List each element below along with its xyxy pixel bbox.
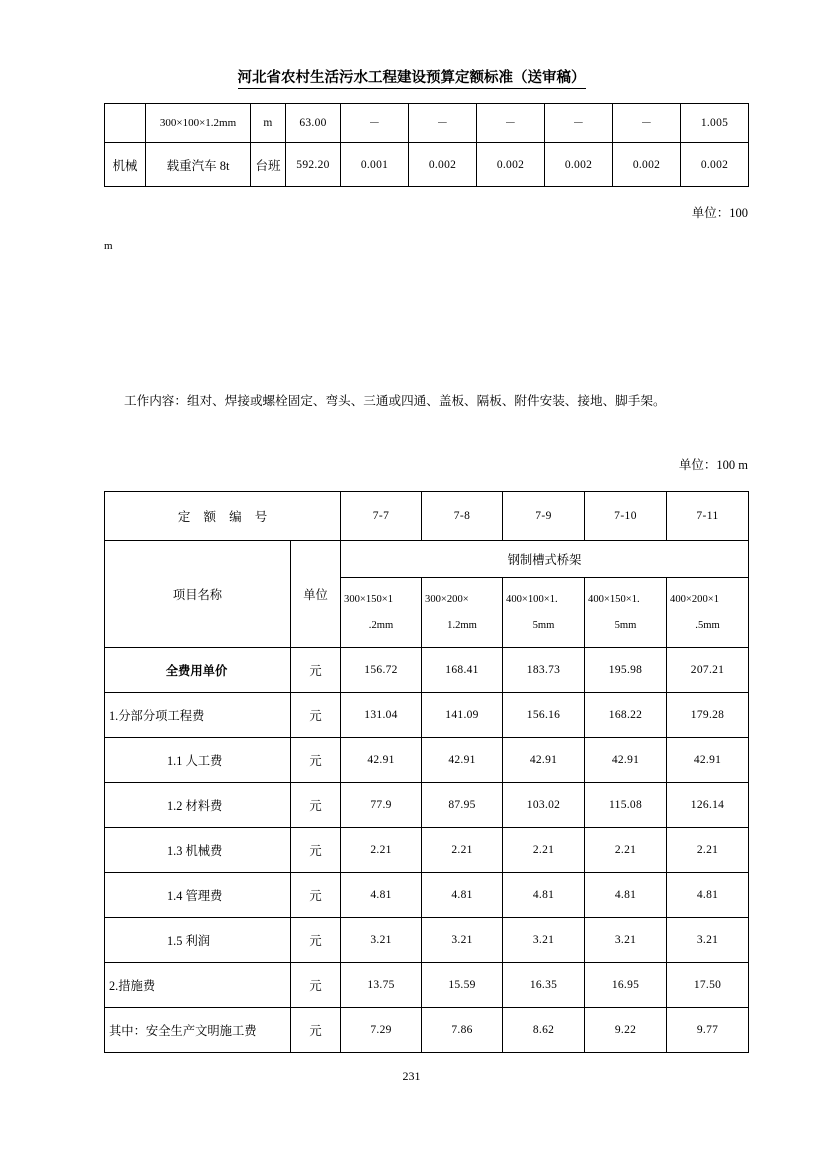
header-code: 7-8 (422, 492, 503, 541)
row-value: 7.29 (341, 1008, 422, 1053)
row-value: 2.21 (341, 828, 422, 873)
cell-value: － (341, 104, 409, 143)
row-value: 9.22 (585, 1008, 667, 1053)
row-value: 3.21 (422, 918, 503, 963)
row-value: 156.16 (503, 693, 585, 738)
row-value: 2.21 (667, 828, 749, 873)
row-unit: 元 (291, 783, 341, 828)
row-value: 17.50 (667, 963, 749, 1008)
header-spec-line1: 400×150×1. (588, 593, 640, 605)
table-header-row-codes (105, 492, 749, 541)
work-content-note: 工作内容：组对、焊接或螺栓固定、弯头、三通或四通、盖板、隔板、附件安装、接地、脚手架。 (124, 394, 666, 408)
row-unit: 元 (291, 828, 341, 873)
header-spec-line2: 5mm (532, 619, 555, 631)
row-label: 1.1 人工费 (105, 738, 291, 783)
header-spec-line2: 1.2mm (447, 619, 477, 631)
unit-note-top: 单位：100 (691, 206, 748, 220)
row-value: 7.86 (422, 1008, 503, 1053)
row-unit: 元 (291, 693, 341, 738)
cell-price: 592.20 (286, 143, 341, 187)
cell-unit: 台班 (251, 143, 286, 187)
cell-value: 0.002 (477, 143, 545, 187)
row-value: 168.22 (585, 693, 667, 738)
row-value: 4.81 (503, 873, 585, 918)
table-row (105, 783, 749, 828)
cell-value: 1.005 (681, 104, 749, 143)
page-title-text: 河北省农村生活污水工程建设预算定额标准（送审稿） (238, 66, 586, 89)
row-unit: 元 (291, 873, 341, 918)
row-value: 207.21 (667, 648, 749, 693)
row-label: 1.3 机械费 (105, 828, 291, 873)
cell-value: － (545, 104, 613, 143)
row-value: 179.28 (667, 693, 749, 738)
row-unit: 元 (291, 648, 341, 693)
row-value: 3.21 (585, 918, 667, 963)
row-value: 103.02 (503, 783, 585, 828)
header-spec (341, 578, 422, 648)
header-group-label: 钢制槽式桥架 (341, 541, 749, 578)
cell-value: 0.002 (545, 143, 613, 187)
row-value: 42.91 (667, 738, 749, 783)
table-row (105, 738, 749, 783)
table-row (105, 828, 749, 873)
row-value: 8.62 (503, 1008, 585, 1053)
row-value: 13.75 (341, 963, 422, 1008)
cell-item-name: 300×100×1.2mm (146, 104, 251, 143)
row-value: 42.91 (503, 738, 585, 783)
header-spec-line1: 300×150×1 (344, 593, 394, 605)
header-code: 7-10 (585, 492, 667, 541)
row-value: 3.21 (667, 918, 749, 963)
header-spec-line2: .5mm (695, 619, 720, 631)
continuation-table (104, 103, 749, 187)
page-number: 231 (402, 1069, 421, 1083)
quota-table (104, 491, 749, 1053)
page-title (0, 66, 823, 89)
row-value: 42.91 (422, 738, 503, 783)
row-value: 87.95 (422, 783, 503, 828)
header-code: 7-11 (667, 492, 749, 541)
row-value: 4.81 (585, 873, 667, 918)
row-value: 131.04 (341, 693, 422, 738)
row-value: 16.95 (585, 963, 667, 1008)
header-spec-line1: 400×100×1. (506, 593, 558, 605)
cell-category (105, 104, 146, 143)
row-value: 156.72 (341, 648, 422, 693)
row-value: 9.77 (667, 1008, 749, 1053)
row-value: 3.21 (503, 918, 585, 963)
row-unit: 元 (291, 1008, 341, 1053)
table-row (105, 873, 749, 918)
row-unit: 元 (291, 738, 341, 783)
row-value: 141.09 (422, 693, 503, 738)
row-label: 1.分部分项工程费 (105, 693, 291, 738)
row-value: 15.59 (422, 963, 503, 1008)
table-row (105, 648, 749, 693)
row-label: 1.4 管理费 (105, 873, 291, 918)
row-label: 1.2 材料费 (105, 783, 291, 828)
cell-value: － (613, 104, 681, 143)
row-value: 115.08 (585, 783, 667, 828)
row-value: 4.81 (422, 873, 503, 918)
row-label: 1.5 利润 (105, 918, 291, 963)
row-value: 126.14 (667, 783, 749, 828)
table-row (105, 104, 749, 143)
row-value: 195.98 (585, 648, 667, 693)
cell-value: － (409, 104, 477, 143)
header-code-label: 定 额 编 号 (105, 492, 341, 541)
header-item-name-label: 项目名称 (105, 541, 291, 648)
row-value: 183.73 (503, 648, 585, 693)
row-label: 2.措施费 (105, 963, 291, 1008)
header-code: 7-9 (503, 492, 585, 541)
row-label: 全费用单价 (105, 648, 291, 693)
table-row (105, 918, 749, 963)
header-code: 7-7 (341, 492, 422, 541)
unit-note-top-wrap: m (104, 240, 113, 252)
cell-unit: m (251, 104, 286, 143)
cell-value: 0.002 (681, 143, 749, 187)
row-value: 2.21 (503, 828, 585, 873)
row-value: 16.35 (503, 963, 585, 1008)
cell-value: 0.002 (409, 143, 477, 187)
cell-price: 63.00 (286, 104, 341, 143)
row-value: 4.81 (341, 873, 422, 918)
row-value: 168.41 (422, 648, 503, 693)
header-spec (585, 578, 667, 648)
cell-category: 机械 (105, 143, 146, 187)
header-spec (422, 578, 503, 648)
table-row (105, 693, 749, 738)
cell-item-name: 载重汽车 8t (146, 143, 251, 187)
header-spec-line1: 300×200× (425, 593, 469, 605)
row-value: 2.21 (585, 828, 667, 873)
cell-value: － (477, 104, 545, 143)
header-spec-line2: 5mm (614, 619, 637, 631)
table-header-row-group (105, 541, 749, 578)
unit-note-main: 单位：100 m (678, 458, 748, 472)
row-value: 4.81 (667, 873, 749, 918)
header-spec (503, 578, 585, 648)
row-value: 42.91 (585, 738, 667, 783)
table-row (105, 143, 749, 187)
row-value: 3.21 (341, 918, 422, 963)
row-unit: 元 (291, 918, 341, 963)
row-value: 2.21 (422, 828, 503, 873)
row-value: 77.9 (341, 783, 422, 828)
header-spec-line2: .2mm (368, 619, 394, 631)
cell-value: 0.001 (341, 143, 409, 187)
header-spec-line1: 400×200×1 (670, 593, 720, 605)
row-value: 42.91 (341, 738, 422, 783)
header-unit-label: 单位 (291, 541, 341, 648)
row-label: 其中：安全生产文明施工费 (105, 1008, 291, 1053)
cell-value: 0.002 (613, 143, 681, 187)
row-unit: 元 (291, 963, 341, 1008)
table-row (105, 1008, 749, 1053)
table-row (105, 963, 749, 1008)
header-spec (667, 578, 749, 648)
